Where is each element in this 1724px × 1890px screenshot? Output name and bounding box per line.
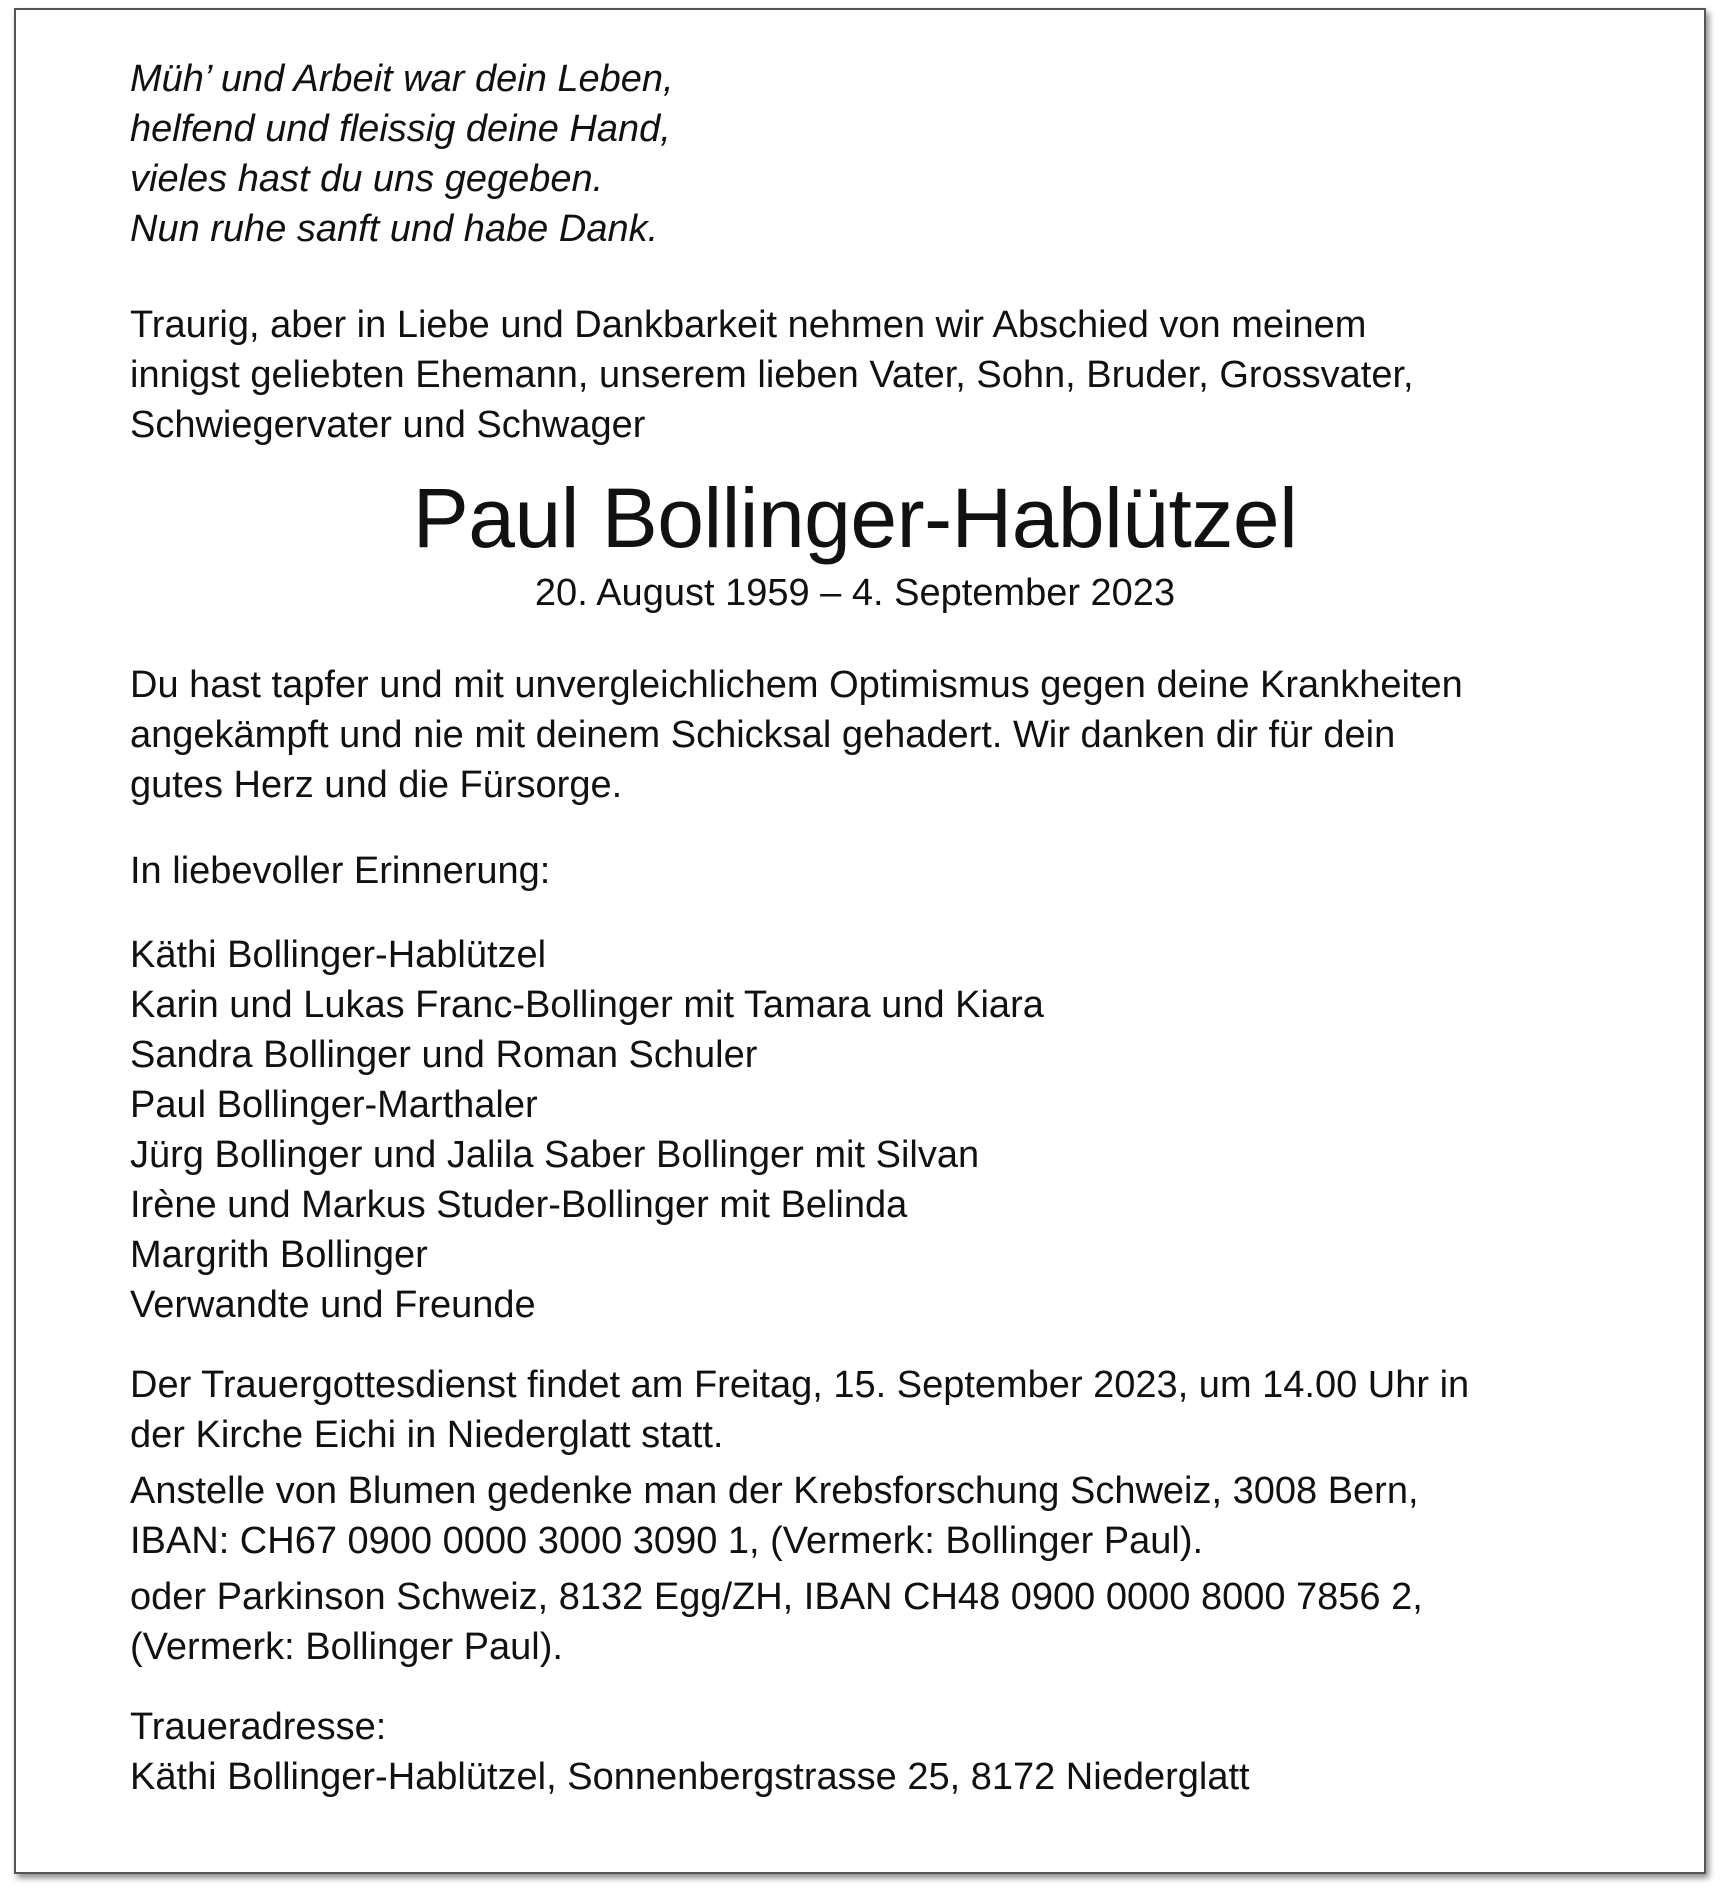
mourner-entry: Käthi Bollinger-Hablützel xyxy=(130,934,547,976)
obituary-content xyxy=(130,54,1610,1802)
donation-line: Anstelle von Blumen gedenke man der Krebsforschung Schweiz, 3008 Bern, xyxy=(130,1470,1419,1512)
mourners-list xyxy=(130,930,1610,1330)
mourner-entry: Jürg Bollinger und Jalila Saber Bollinger mit Silvan xyxy=(130,1134,980,1176)
service-line: Der Trauergottesdienst findet am Freitag, 15. September 2023, um 14.00 Uhr in xyxy=(130,1364,1470,1406)
tribute-line: gutes Herz und die Fürsorge. xyxy=(130,764,623,806)
mourner-entry: Irène und Markus Studer-Bollinger mit Belinda xyxy=(130,1184,908,1226)
donation-info xyxy=(130,1466,1610,1566)
life-dates: 20. August 1959 – 4. September 2023 xyxy=(534,572,1176,614)
mourner-entry: Sandra Bollinger und Roman Schuler xyxy=(130,1034,758,1076)
memorial-verse xyxy=(130,54,1610,254)
deceased-name: Paul Bollinger-Hablützel xyxy=(412,471,1298,565)
verse-line: Müh’ und Arbeit war dein Leben, xyxy=(130,58,674,100)
intro-line: Schwiegervater und Schwager xyxy=(130,404,646,446)
donation-alt-line: oder Parkinson Schweiz, 8132 Egg/ZH, IBAN CH48 0900 0000 8000 7856 2, xyxy=(130,1576,1423,1618)
donation-alternative-info xyxy=(130,1572,1610,1672)
tribute-line: Du hast tapfer und mit unvergleichlichem Optimismus gegen deine Krankheiten xyxy=(130,664,1463,706)
verse-line: vieles hast du uns gegeben. xyxy=(130,158,604,200)
farewell-intro xyxy=(130,300,1610,450)
verse-line: helfend und fleissig deine Hand, xyxy=(130,108,671,150)
intro-line: Traurig, aber in Liebe und Dankbarkeit nehmen wir Abschied von meinem xyxy=(130,304,1367,346)
verse-line: Nun ruhe sanft und habe Dank. xyxy=(130,208,659,250)
mourner-entry: Paul Bollinger-Marthaler xyxy=(130,1084,538,1126)
remembrance-heading: In liebevoller Erinnerung: xyxy=(130,850,551,892)
tribute-line: angekämpft und nie mit deinem Schicksal gehadert. Wir danken dir für dein xyxy=(130,714,1396,756)
intro-line: innigst geliebten Ehemann, unserem lieben Vater, Sohn, Bruder, Grossvater, xyxy=(130,354,1414,396)
tribute-text xyxy=(130,660,1610,810)
mourner-entry: Verwandte und Freunde xyxy=(130,1284,536,1326)
donation-alt-line: (Vermerk: Bollinger Paul). xyxy=(130,1626,563,1668)
address-label: Traueradresse: xyxy=(130,1706,387,1748)
mourner-entry: Margrith Bollinger xyxy=(130,1234,428,1276)
obituary-notice xyxy=(14,8,1706,1874)
donation-line: IBAN: CH67 0900 0000 3000 3090 1, (Vermerk: Bollinger Paul). xyxy=(130,1520,1204,1562)
address-value: Käthi Bollinger-Hablützel, Sonnenbergstrasse 25, 8172 Niederglatt xyxy=(130,1756,1250,1798)
mourning-address xyxy=(130,1702,1610,1802)
service-line: der Kirche Eichi in Niederglatt statt. xyxy=(130,1414,724,1456)
mourner-entry: Karin und Lukas Franc-Bollinger mit Tamara und Kiara xyxy=(130,984,1044,1026)
funeral-service-info xyxy=(130,1360,1610,1460)
